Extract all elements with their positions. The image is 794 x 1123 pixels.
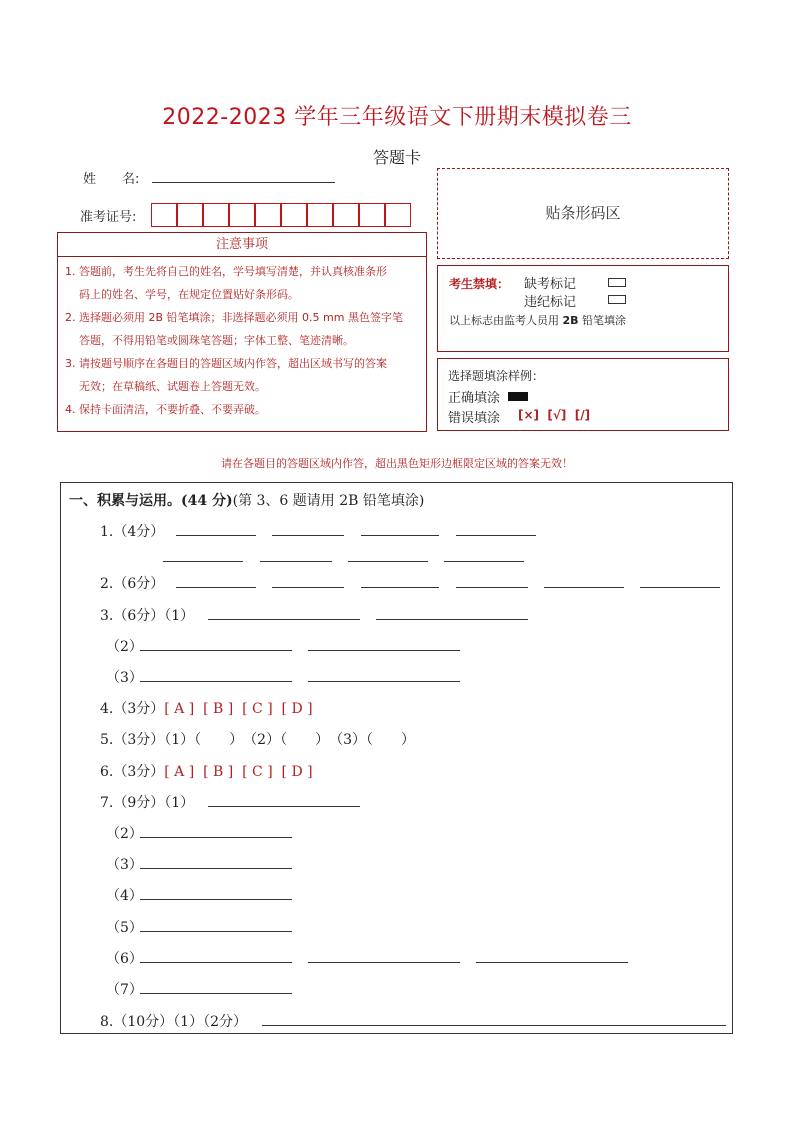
q7-part4-label: （4） [106, 888, 143, 904]
id-box[interactable] [203, 203, 229, 227]
q5-label[interactable]: 5.（3分）（1）（ ） （2）（ ） （3）（ ） [100, 732, 415, 748]
notice-item: 码上的姓名、学号，在规定位置贴好条形码。 [79, 288, 299, 301]
q7-part3-label: （3） [106, 857, 143, 873]
answer-line[interactable] [140, 681, 292, 682]
answer-line[interactable] [208, 619, 360, 620]
notice-heading: 注意事项 [58, 233, 426, 257]
answer-line[interactable] [444, 561, 524, 562]
id-box[interactable] [333, 203, 359, 227]
answer-line[interactable] [140, 931, 292, 932]
id-box[interactable] [229, 203, 255, 227]
correct-fill-label: 正确填涂 [448, 391, 501, 406]
forbidden-note: 以上标志由监考人员用 2B 铅笔填涂 [449, 314, 627, 327]
answer-line[interactable] [140, 962, 292, 963]
answer-line[interactable] [163, 561, 243, 562]
id-box[interactable] [307, 203, 333, 227]
answer-line[interactable] [640, 587, 720, 588]
answer-area-warning: 请在各题目的答题区域内作答，超出黑色矩形边框限定区域的答案无效！ [221, 457, 573, 470]
forbidden-label: 考生禁填： [449, 277, 510, 291]
answer-line[interactable] [272, 535, 344, 536]
q6-label: 6.（3分）[ A ] [ B ] [ C ] [ D ] [100, 764, 313, 780]
q7-part5-label: （5） [106, 920, 143, 936]
id-box[interactable] [177, 203, 203, 227]
q3-part2-label: （2） [106, 639, 143, 655]
violation-mark-box[interactable] [608, 295, 626, 304]
notice-item: 1. 答题前，考生先将自己的姓名，学号填写清楚，并认真核准条形 [65, 265, 387, 278]
answer-line[interactable] [272, 587, 344, 588]
answer-line[interactable] [140, 868, 292, 869]
page-subtitle: 答题卡 [372, 148, 421, 167]
answer-line[interactable] [208, 806, 360, 807]
absent-mark-box[interactable] [608, 278, 626, 287]
forbidden-box [437, 265, 729, 352]
page-title: 2022-2023 学年三年级语文下册期末模拟卷三 [162, 105, 632, 130]
answer-line[interactable] [140, 993, 292, 994]
name-label: 姓 名: [83, 172, 140, 187]
wrong-fill-label: 错误填涂 [448, 411, 501, 426]
q4-options[interactable]: [ A ] [ B ] [ C ] [ D ] [164, 701, 313, 717]
wrong-fill-samples: [×] [√] [/] [518, 408, 591, 422]
q2-label: 2.（6分） [100, 576, 165, 592]
absent-mark-label: 缺考标记 [524, 277, 577, 292]
id-box[interactable] [385, 203, 411, 227]
answer-line[interactable] [140, 650, 292, 651]
answer-line[interactable] [361, 535, 439, 536]
answer-line[interactable] [456, 587, 528, 588]
q1-label: 1.（4分） [100, 524, 165, 540]
id-box[interactable] [255, 203, 281, 227]
answer-line[interactable] [176, 535, 256, 536]
q7-part7-label: （7） [106, 982, 143, 998]
answer-section [60, 482, 733, 1034]
barcode-area [437, 168, 729, 259]
notice-item: 4. 保持卡面清洁，不要折叠、不要弄破。 [65, 403, 266, 416]
answer-line[interactable] [140, 899, 292, 900]
notice-box [57, 232, 427, 432]
notice-item: 答题，不得用铅笔或圆珠笔答题；字体工整、笔迹清晰。 [79, 334, 354, 347]
notice-item: 无效；在草稿纸、试题卷上答题无效。 [79, 380, 266, 393]
q3-label: 3.（6分）（1） [100, 608, 195, 624]
id-box[interactable] [281, 203, 307, 227]
answer-line[interactable] [544, 587, 624, 588]
answer-line[interactable] [308, 962, 460, 963]
q4-label: 4.（3分）[ A ] [ B ] [ C ] [ D ] [100, 701, 313, 717]
id-number-boxes[interactable] [151, 203, 417, 227]
q6-options[interactable]: [ A ] [ B ] [ C ] [ D ] [164, 764, 313, 780]
violation-mark-label: 违纪标记 [524, 295, 577, 310]
id-label: 准考证号: [80, 210, 137, 225]
q8-label: 8.（10分）（1）（2分） [100, 1014, 247, 1030]
answer-line[interactable] [140, 837, 292, 838]
correct-fill-sample [508, 392, 528, 401]
answer-line[interactable] [176, 587, 256, 588]
q7-part6-label: （6） [106, 951, 143, 967]
answer-line[interactable] [308, 650, 460, 651]
barcode-label: 贴条形码区 [545, 204, 621, 222]
answer-line[interactable] [308, 681, 460, 682]
answer-line[interactable] [262, 1025, 726, 1026]
id-box[interactable] [359, 203, 385, 227]
answer-line[interactable] [361, 587, 439, 588]
notice-item: 2. 选择题必须用 2B 铅笔填涂；非选择题必须用 0.5 mm 黑色签字笔 [65, 311, 403, 324]
q7-label: 7.（9分）（1） [100, 795, 195, 811]
id-box[interactable] [151, 203, 177, 227]
q7-part2-label: （2） [106, 826, 143, 842]
section-title: 一、积累与运用。(44 分)(第 3、6 题请用 2B 铅笔填涂) [69, 493, 425, 509]
sample-box [437, 358, 729, 431]
name-field[interactable] [152, 182, 335, 183]
answer-line[interactable] [456, 535, 536, 536]
answer-line[interactable] [260, 561, 332, 562]
sample-label: 选择题填涂样例： [448, 369, 545, 383]
answer-line[interactable] [348, 561, 428, 562]
answer-line[interactable] [476, 962, 628, 963]
notice-item: 3. 请按题号顺序在各题目的答题区域内作答，超出区域书写的答案 [65, 357, 387, 370]
q3-part3-label: （3） [106, 670, 143, 686]
answer-line[interactable] [376, 619, 528, 620]
